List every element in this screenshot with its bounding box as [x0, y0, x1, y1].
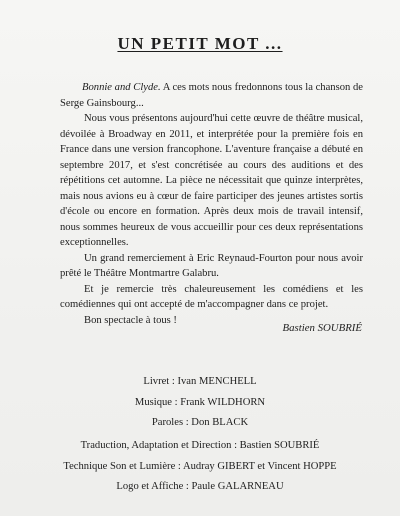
intro-paragraph-rest: A ces mots nous fredonnons tous la chanson de Serge Gainsbourg... — [60, 82, 363, 109]
intro-text — [60, 80, 363, 328]
credit-logo: Logo et Affiche : Paule GALARNEAU — [116, 481, 284, 492]
credit-direction: Traduction, Adaptation et Direction : Bastien SOUBRIÉ — [80, 440, 320, 451]
paragraph-closing: Bon spectacle à tous ! — [84, 314, 177, 326]
credit-musique: Musique : Frank WILDHORN — [134, 396, 266, 408]
show-title-italic: Bonnie and Clyde. — [82, 82, 161, 93]
paragraph-thanks-theatre: Un grand remerciement à Eric Reynaud-Fourton pour nous avoir prêté le Théâtre Montmartre Galabru. — [60, 252, 363, 279]
credit-technique: Technique Son et Lumière : Audray GIBERT et Vincent HOPPE — [63, 460, 337, 472]
paragraph-presentation: Nous vous présentons aujourd'hui cette œuvre de théâtre musical, dévoilée à Broadway en 2011, et interprétée pour la première fois en France dans une version francophone. L'aventure française a débuté en septembre 2017, et s'est concrétisée au cours des auditions et des répétitions cet automne. La pièce ne nécessitait que quinze interprètes, mais nous avions eu à cœur de faire participer des jeunes artistes sortis d'école ou encore en formation. Après deux mois de travail intensif, nous sommes heureux de vous accueillir pour ces deux représentations exceptionnelles. — [60, 113, 363, 248]
paragraph-thanks-cast: Et je remercie très chaleureusement les comédiens et les comédiennes qui ont accepté de m'accompagner dans ce projet. — [60, 283, 363, 310]
intro-paragraph — [60, 80, 363, 111]
signature: Bastien SOUBRIÉ — [282, 322, 362, 334]
credits-production — [0, 436, 400, 498]
credit-livret: Livret : Ivan MENCHELL — [143, 376, 257, 387]
page-title: UN PETIT MOT ... — [117, 34, 283, 53]
credits-authors — [0, 372, 400, 434]
credit-paroles: Paroles : Don BLACK — [151, 417, 249, 428]
